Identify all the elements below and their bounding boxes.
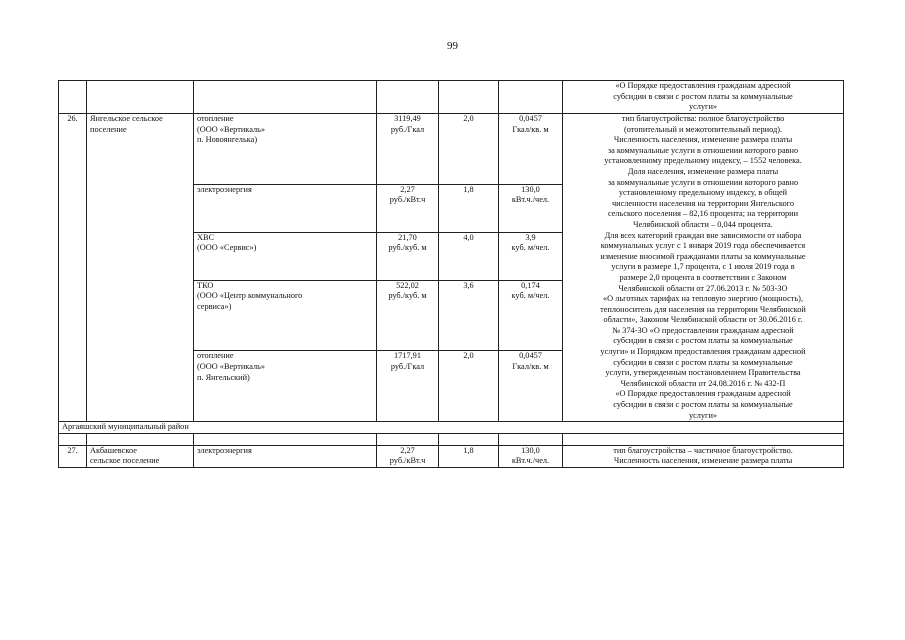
service-name <box>194 114 377 185</box>
tariff-line: 21,70 <box>398 232 417 242</box>
norm-line: кВт.ч./чел. <box>511 195 550 205</box>
percent-value: 3,6 <box>439 280 499 351</box>
spacer-row <box>59 433 844 445</box>
note-line: субсидии в связи с ростом платы за коммунальные <box>613 336 793 346</box>
percent-value: 1,8 <box>439 184 499 232</box>
note-line: численности населения на территории Янгельского <box>611 198 795 208</box>
service-line: ТКО <box>197 280 214 290</box>
norm-line: 0,174 <box>521 280 540 290</box>
percent-cell <box>439 81 499 114</box>
settlement-name <box>87 445 194 467</box>
service-name <box>194 351 377 422</box>
spacer-cell <box>563 433 844 445</box>
percent-value: 4,0 <box>439 232 499 280</box>
settlement-line: поселение <box>90 124 127 134</box>
note-line: теплоноситель для населения на территории Челябинской <box>600 304 806 314</box>
note-line: Численность населения, изменение размера платы <box>613 456 793 466</box>
tariff-value <box>377 445 439 467</box>
tariff-value <box>377 280 439 351</box>
norm-value <box>499 280 563 351</box>
note-line: Численность населения, изменение размера платы <box>613 135 793 145</box>
note-line: размере 2,0 процента в соответствии с Законом <box>619 272 787 282</box>
service-line: отопление <box>197 351 234 361</box>
tariff-table <box>58 80 844 468</box>
note-line: «О льготных тарифах на тепловую энергию (мощность), <box>602 294 804 304</box>
service-line: отопление <box>197 114 234 123</box>
table-row-26 <box>59 114 844 185</box>
tariff-line: 522,02 <box>396 280 419 290</box>
tariff-line: руб./куб. м <box>388 243 427 253</box>
note-line: Доля населения, изменение размера платы <box>627 166 779 176</box>
spacer-cell <box>59 433 87 445</box>
service-line: п. Новоянгелька) <box>197 135 258 145</box>
norm-value <box>499 184 563 232</box>
note-line: услуги» <box>688 410 718 420</box>
tariff-line: 2,27 <box>400 445 415 455</box>
note-line: изменение вносимой гражданами платы за коммунальные <box>600 251 806 261</box>
note-line: Челябинской области от 24.08.2016 г. № 432-П <box>620 378 786 388</box>
note-line: Челябинской области – 0,044 процента. <box>633 219 773 229</box>
tariff-line: 1717,91 <box>394 351 421 361</box>
page-number: 99 <box>447 40 458 52</box>
note-line: сельского поселения – 82,16 процента; на территории <box>607 209 799 219</box>
tariff-line: руб./Гкал <box>390 124 425 134</box>
spacer-cell <box>377 433 439 445</box>
note-line: субсидии в связи с ростом платы за коммунальные <box>613 357 793 367</box>
service-name <box>194 445 377 467</box>
tariff-cell <box>377 81 439 114</box>
settlement-cell <box>87 81 194 114</box>
service-line: п. Янгельский) <box>197 372 250 382</box>
row-number: 27. <box>59 445 87 467</box>
service-line: электроэнергия <box>197 184 252 194</box>
tariff-line: руб./кВт.ч <box>389 195 426 205</box>
note-line: субсидии в связи с ростом платы за коммунальные <box>613 91 793 101</box>
service-line: (ООО «Центр коммунального <box>197 291 303 301</box>
norm-line: 130,0 <box>521 184 540 194</box>
norm-value <box>499 351 563 422</box>
note-line: за коммунальные услуги в отношении которого равно <box>607 145 799 155</box>
note-line: коммунальных услуг с 1 января 2019 года обеспечивается <box>600 241 806 251</box>
norm-value <box>499 114 563 185</box>
tariff-value <box>377 114 439 185</box>
note-line: Челябинской области от 27.06.2013 г. № 503-ЗО <box>618 283 788 293</box>
note-line: тип благоустройства: полное благоустройство <box>621 114 785 123</box>
tariff-line: 3119,49 <box>394 114 421 123</box>
norm-line: 0,0457 <box>519 114 542 123</box>
note-line: (отопительный и межотопительный период). <box>623 124 783 134</box>
note-line: услуги в размере 1,7 процента, с 1 июля 2019 года в <box>611 262 795 272</box>
note-line: установленному предельному индексу, – 1552 человека. <box>604 156 802 166</box>
tariff-value <box>377 351 439 422</box>
spacer-cell <box>439 433 499 445</box>
note-line: тип благоустройства – частичное благоустройство. <box>613 445 793 455</box>
service-name <box>194 280 377 351</box>
tariff-line: руб./Гкал <box>390 361 425 371</box>
note-line: субсидии в связи с ростом платы за коммунальные <box>613 400 793 410</box>
tariff-value <box>377 232 439 280</box>
norm-value <box>499 445 563 467</box>
note-line: за коммунальные услуги в отношении которого равно <box>607 177 799 187</box>
tariff-line: 2,27 <box>400 184 415 194</box>
notes-cell <box>563 81 844 114</box>
service-name <box>194 184 377 232</box>
norm-line: кВт.ч./чел. <box>511 456 550 466</box>
norm-line: куб. м/чел. <box>511 243 550 253</box>
service-line: сервиса») <box>197 301 232 311</box>
service-line: (ООО «Сервис») <box>197 243 257 253</box>
service-line: (ООО «Вертикаль» <box>197 361 266 371</box>
norm-line: Гкал/кв. м <box>512 361 549 371</box>
settlement-name <box>87 114 194 422</box>
service-line: ХВС <box>197 232 215 242</box>
tariff-line: руб./куб. м <box>388 291 427 301</box>
norm-line: куб. м/чел. <box>511 291 550 301</box>
norm-line: 0,0457 <box>519 351 542 361</box>
settlement-line: Янгельское сельское <box>90 114 163 123</box>
note-line: № 374-ЗО «О предоставлении гражданам адресной <box>612 325 794 335</box>
note-line: области», Законом Челябинской области от 30.06.2016 г. <box>603 315 803 325</box>
note-line: услуги» и Порядком предоставления гражданам адресной <box>600 347 806 357</box>
row-number: 26. <box>59 114 87 422</box>
notes-cell <box>563 445 844 467</box>
tariff-value <box>377 184 439 232</box>
service-line: электроэнергия <box>197 445 252 455</box>
note-line: услуги» <box>688 102 718 112</box>
tariff-line: руб./кВт.ч <box>389 456 426 466</box>
norm-line: Гкал/кв. м <box>512 124 549 134</box>
continuation-row <box>59 81 844 114</box>
note-line: «О Порядке предоставления гражданам адресной <box>615 389 791 399</box>
norm-cell <box>499 81 563 114</box>
note-line: «О Порядке предоставления гражданам адресной <box>615 81 791 90</box>
settlement-line: сельское поселение <box>90 456 160 466</box>
percent-value: 2,0 <box>439 114 499 185</box>
note-line: установленному предельному индексу, в общей <box>618 188 788 198</box>
note-line: услуги, утвержденным постановлением Правительства <box>605 368 801 378</box>
service-name <box>194 232 377 280</box>
spacer-cell <box>87 433 194 445</box>
table-row-27 <box>59 445 844 467</box>
region-row <box>59 422 844 434</box>
norm-line: 130,0 <box>521 445 540 455</box>
num-cell <box>59 81 87 114</box>
norm-value <box>499 232 563 280</box>
spacer-cell <box>194 433 377 445</box>
notes-cell <box>563 114 844 422</box>
spacer-cell <box>499 433 563 445</box>
service-line: (ООО «Вертикаль» <box>197 124 266 134</box>
settlement-line: Акбашевское <box>90 445 137 455</box>
norm-line: 3,9 <box>525 232 536 242</box>
percent-value: 1,8 <box>439 445 499 467</box>
region-label: Аргаяшский муниципальный район <box>59 422 844 434</box>
service-cell <box>194 81 377 114</box>
note-line: Для всех категорий граждан вне зависимости от набора <box>604 230 802 240</box>
percent-value: 2,0 <box>439 351 499 422</box>
